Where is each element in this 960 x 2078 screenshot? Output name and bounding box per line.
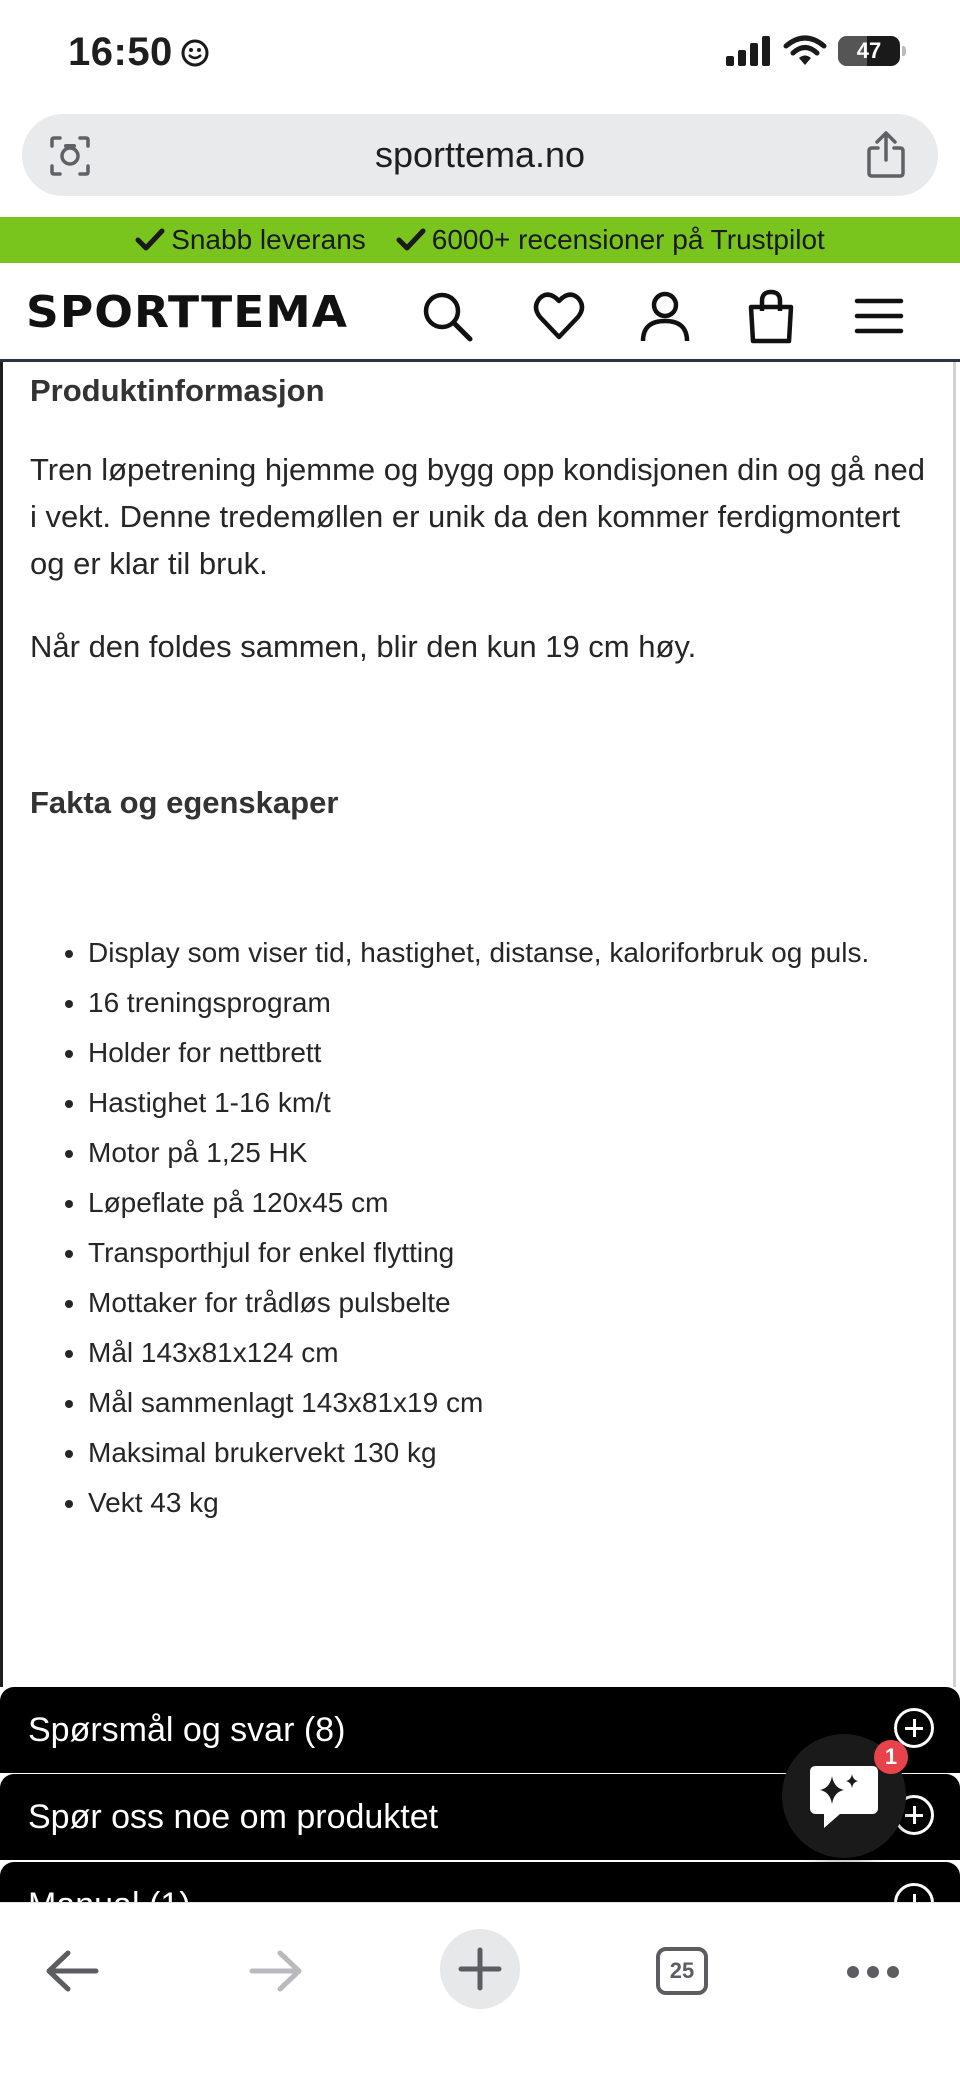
fact-item: • Display som viser tid, hastighet, distanse, kaloriforbruk og puls. xyxy=(88,932,938,974)
url-text[interactable]: sporttema.no xyxy=(374,134,586,175)
browser-toolbar xyxy=(0,1902,960,2078)
fact-item: • Mål 143x81x124 cm xyxy=(88,1332,938,1374)
logo-text: SPORTTEMA xyxy=(26,287,348,338)
plus-icon xyxy=(458,1947,502,1991)
accordion-manual[interactable] xyxy=(0,1862,960,1902)
checkmark-icon xyxy=(135,227,165,253)
facts-heading: Fakta og egenskaper xyxy=(30,785,339,820)
accordion-label: Spørsmål og svar (8) xyxy=(28,1711,346,1749)
chat-sparkle-icon xyxy=(806,1762,882,1832)
sporttema-logo[interactable] xyxy=(26,287,350,338)
fact-item: • Hastighet 1-16 km/t xyxy=(88,1082,938,1124)
shopping-bag-icon[interactable] xyxy=(744,289,798,343)
site-header xyxy=(0,263,960,362)
product-paragraph: Tren løpetrening hjemme og bygg opp kondisjonen din og gå ned i vekt. Denne tredemøllen er unik da den kommer ferdigmontert og er klar til bruk. xyxy=(30,452,926,581)
usp-text: Snabb leverans xyxy=(171,224,366,255)
new-tab-button[interactable] xyxy=(440,1929,520,2009)
fact-item: • Maksimal brukervekt 130 kg xyxy=(88,1432,938,1474)
usp-item xyxy=(396,224,825,256)
fact-item: • Holder for nettbrett xyxy=(88,1032,938,1074)
search-icon[interactable] xyxy=(420,289,474,343)
chat-notification-badge: 1 xyxy=(874,1740,908,1774)
smiley-icon xyxy=(180,38,210,68)
tabs-overview-button[interactable]: 25 xyxy=(656,1947,708,1995)
usp-item xyxy=(135,224,366,256)
battery-percent: 47 xyxy=(856,38,882,63)
fact-item: • Mål sammenlagt 143x81x19 cm xyxy=(88,1382,938,1424)
address-bar[interactable] xyxy=(22,114,938,196)
facts-list xyxy=(30,932,938,1532)
battery-indicator xyxy=(838,36,900,66)
fact-item: • Transporthjul for enkel flytting xyxy=(88,1232,938,1274)
product-paragraph: Når den foldes sammen, blir den kun 19 cm høy. xyxy=(30,629,697,664)
product-description xyxy=(0,362,956,1687)
fact-item: • Mottaker for trådløs pulsbelte xyxy=(88,1282,938,1324)
back-arrow-icon[interactable] xyxy=(44,1949,100,1993)
user-account-icon[interactable] xyxy=(638,289,692,343)
usp-text: 6000+ recensioner på Trustpilot xyxy=(431,224,825,255)
fact-item: • 16 treningsprogram xyxy=(88,982,938,1024)
fact-item: • Vekt 43 kg xyxy=(88,1482,938,1524)
status-time: 16:50 xyxy=(68,30,173,74)
product-info-heading: Produktinformasjon xyxy=(30,373,325,408)
accordion-label: Spør oss noe om produktet xyxy=(28,1798,439,1836)
more-options-icon[interactable] xyxy=(846,1965,900,1979)
checkmark-icon xyxy=(396,227,426,253)
cellular-signal-icon xyxy=(726,36,772,66)
heart-icon[interactable] xyxy=(532,289,586,343)
forward-arrow-icon[interactable] xyxy=(248,1949,304,1993)
share-icon[interactable] xyxy=(864,130,908,180)
hamburger-menu-icon[interactable] xyxy=(854,289,904,343)
status-bar xyxy=(0,0,960,110)
usp-banner xyxy=(0,217,960,263)
fact-item: • Løpeflate på 120x45 cm xyxy=(88,1182,938,1224)
wifi-icon xyxy=(784,36,826,66)
fact-item: • Motor på 1,25 HK xyxy=(88,1132,938,1174)
